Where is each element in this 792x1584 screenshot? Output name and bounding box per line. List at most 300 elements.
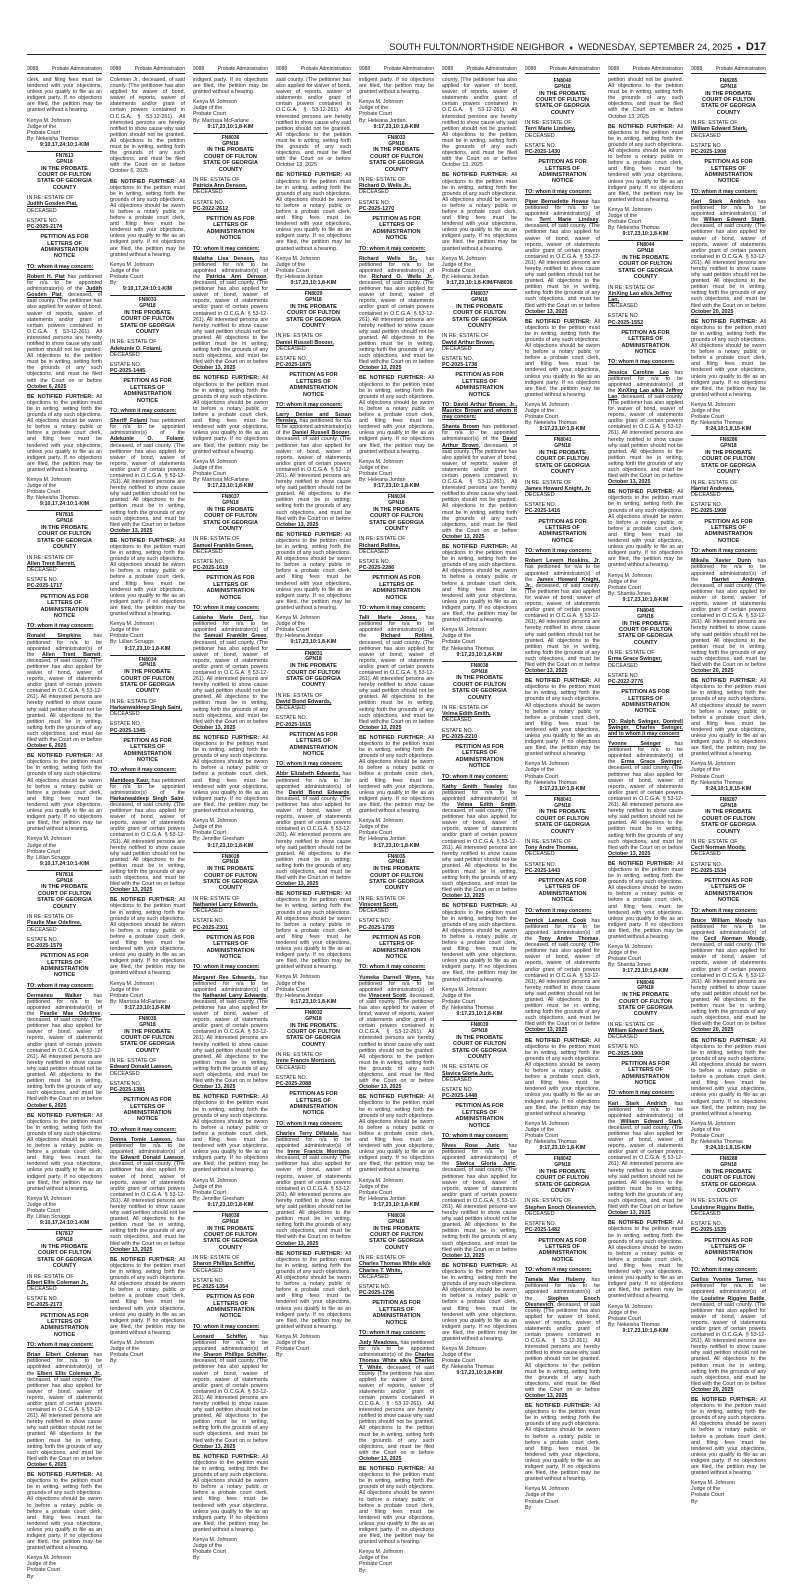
body-text: has petitioned for n/a to be appointed administrator(s) of the xyxy=(608,1100,684,1125)
signature-line: Judge of the xyxy=(27,483,57,490)
notice-gpn: GPN18 xyxy=(637,985,654,992)
signature-line: Probate Court xyxy=(193,1549,226,1556)
petition-body xyxy=(691,558,766,674)
further-notice-paragraph xyxy=(525,1403,600,1482)
diamond-separator-icon: ♦ xyxy=(569,45,573,52)
signature-line: Probate Court xyxy=(359,1561,392,1568)
body-text: , deceased, of said county. (The petitioner has also applied for waiver of bond, waiver of reports, waiver of statements and/or grant of certain powers contained in O.C.G.A. § 53-12-261). All interested persons are hereby notified to show cause why said petition should not be granted. All objections to the petition must be in writing, setting forth the grounds of any such objections, and must be filed with the Court on or before xyxy=(691,936,766,1028)
notice-id: FN8032 xyxy=(304,1009,323,1016)
body-text: , deceased, of said county. (The petitioner has also applied for waiver of bond, waiver of reports, waiver of statements and/or grant of certain powers contained in O.C.G.A. § 53-12-261). All interested persons are hereby notified to show cause why said petition should not be granted. All objections to the petition must be in writing, setting forth the grounds of any such objections, and must be filed with the Court on or before xyxy=(193,633,268,725)
estate-number-label: ESTATE NO. xyxy=(276,355,308,362)
further-notice-paragraph xyxy=(193,375,268,454)
estate-label: IN RE: ESTATE OF xyxy=(276,692,323,699)
court-heading: COURT OF FULTON xyxy=(453,310,506,317)
case-number: PC-2022-2776 xyxy=(608,679,644,685)
body-text: has petitioned for n/a to be appointed administrator(s) of the xyxy=(27,1352,102,1377)
court-heading: COUNTY xyxy=(716,1188,741,1195)
notice-column xyxy=(27,66,103,1580)
estate-number-label: ESTATE NO. xyxy=(691,1221,723,1228)
court-heading: STATE OF GEORGIA xyxy=(452,316,507,323)
petition-body xyxy=(27,1352,102,1468)
further-notice-paragraph xyxy=(359,1466,434,1545)
addressee: TO: whom it may concern: xyxy=(691,188,758,195)
petition-title-line: ADMINISTRATION xyxy=(206,947,255,954)
body-text: , deceased, of said county. (The petitioner has also applied for waiver of bond, waiver of reports, waiver of statements and/or grant of certain powers contained in O.C.G.A. § 53-12-261). All interested persons are hereby notified to show cause why said petition should not be granted. All objections to the petition must be in writing, setting forth the grounds of any such objections, and must be filed with the Court on or before xyxy=(691,576,766,668)
further-notice-lead: BE NOTIFIED FURTHER: xyxy=(27,393,93,400)
decedent-name: Patricia Ann Denson xyxy=(206,273,267,280)
estate-name: Cecil Norman Moody, xyxy=(691,845,746,852)
body-text: has petitioned for n/a to be appointed administrator(s) of the xyxy=(525,564,600,583)
estate-heading xyxy=(691,480,766,499)
court-heading: COURT OF FULTON xyxy=(702,815,755,822)
estate-label: IN RE: ESTATE OF xyxy=(691,1198,738,1205)
court-heading: COURT OF FULTON xyxy=(204,872,257,879)
notice-column xyxy=(110,66,185,1574)
court-heading: IN THE PROBATE xyxy=(622,254,669,261)
notice-gpn: GPN18 xyxy=(554,802,571,809)
judge-signature-block xyxy=(442,256,517,286)
estate-number-label: ESTATE NO. xyxy=(110,1080,142,1087)
judge-signature-block xyxy=(525,1486,600,1510)
estate-number xyxy=(442,356,517,368)
petition-title xyxy=(276,732,351,758)
further-notice-text: All objections to the petition must be in writing, setting forth the grounds of any such objections. All objections should be sworn to before a notary public or before a probate court clerk, and filing fees must be tendered with your objections, unless you qualify to file as an indigent party. If no objections are filed, the petition may be granted without a hearing. xyxy=(608,860,683,941)
further-notice-paragraph xyxy=(110,897,185,976)
petition-title-line: ADMINISTRATION xyxy=(40,965,89,972)
judge-signature-block xyxy=(691,1480,766,1504)
petition-title-line: LETTERS OF xyxy=(379,581,414,588)
further-notice-paragraph xyxy=(442,903,517,982)
signature-line: Judge of the xyxy=(442,992,472,999)
estate-number-label: ESTATE NO. xyxy=(442,727,474,734)
notice-gpn: GPN18 xyxy=(554,1162,571,1169)
petition-title-line: NOTICE xyxy=(551,1256,574,1263)
petition-title-line: PETITION AS FOR xyxy=(40,234,89,241)
further-notice-paragraph xyxy=(691,1038,766,1117)
signature-line: Probate Court xyxy=(27,129,60,136)
signature-line: Judge of the xyxy=(359,1555,389,1562)
clerk-line: By: Nekeisha Thomas xyxy=(608,1321,660,1328)
body-text: , deceased, of said county. (The petitioner has also applied for waiver of bond, waiver of reports, waiver of statements and/or grant of certain powers contained in O.C.G.A. § 53-12-261). All interested persons are hereby notified to show cause why said petition should not be granted. All objections to the petition must be in writing, setting forth the grounds of any such objections, and must be filed with the Court on or before xyxy=(525,582,600,668)
addressee: TO: whom it may concern: xyxy=(525,188,592,195)
petitioner-name: Yumeka Darnell Wynn, xyxy=(359,974,422,981)
judge-signature-block xyxy=(691,402,766,432)
court-heading: IN THE PROBATE xyxy=(207,147,254,154)
signature-line: Judge of the xyxy=(691,408,721,415)
probate-notice xyxy=(691,1154,766,1504)
body-text: , deceased, of said county. (The petitioner has also applied for waiver of bond, waiver of reports, waiver of statements and/or grant of certain powers contained in O.C.G.A. § 53-12-261). All interested persons are hereby notified to show cause why said petition should not be granted. All objections to the petition must be in writing, setting forth the grounds of any such objections, and must be filed with the Court on or before xyxy=(193,1352,268,1444)
judge-signature-block xyxy=(691,1121,766,1151)
petitioner-name: Judy Meadows, xyxy=(359,1340,399,1347)
petition-title-line: NOTICE xyxy=(53,972,76,979)
petition-body xyxy=(525,199,600,315)
body-text: , deceased, of said county. (The petitioner has also applied for waiver of bond, waiver of reports, waiver of statements and/or grant of certain powers contained in O.C.G.A. § 53-12-261). All interested persons are hereby notified to show cause why said petition should not be granted. All objections to the petition must be in writing, setting forth the grounds of any such objections, and must be filed with the Court on or before xyxy=(359,633,434,725)
notice-gpn: GPN18 xyxy=(720,83,737,90)
petition-title-line: NOTICE xyxy=(219,594,242,601)
petition-title-line: NOTICE xyxy=(219,1313,242,1320)
petition-body xyxy=(27,633,102,749)
clerk-line: By: Shantia Jones xyxy=(608,590,651,597)
estate-heading xyxy=(27,914,102,933)
petition-title-line: PETITION AS FOR xyxy=(621,329,670,336)
further-notice-lead: BE NOTIFIED FURTHER: xyxy=(110,178,176,185)
signature-line: Judge of the xyxy=(110,627,140,634)
estate-number xyxy=(691,1221,766,1233)
petition-title-line: LETTERS OF xyxy=(545,884,580,891)
petition-title xyxy=(608,689,683,715)
clerk-line: By: Jennifer Gresham xyxy=(193,1195,245,1202)
petition-title-line: LETTERS OF xyxy=(379,941,414,948)
signature-line: Judge of the xyxy=(193,105,223,112)
clerk-line: By: Nekeisha Thomas xyxy=(525,420,577,427)
probate-notice xyxy=(276,1008,351,1358)
probate-notice xyxy=(691,795,766,1151)
petition-title-line: NOTICE xyxy=(717,537,740,544)
further-notice-paragraph xyxy=(276,891,351,970)
clerk-line: By: xyxy=(276,1352,284,1359)
estate-number-label: ESTATE NO. xyxy=(276,715,308,722)
case-number: PC-2025-1381 xyxy=(110,1087,146,1094)
estate-name: Richard O. Wells Jr., xyxy=(359,183,412,190)
estate-number-label: ESTATE NO. xyxy=(193,918,225,925)
petition-title xyxy=(359,216,434,242)
decedent-name: William Edward Stark xyxy=(703,217,765,224)
signature-line: Probate Court xyxy=(110,1352,143,1359)
estate-number xyxy=(276,715,351,727)
continued-text: said county. (The petitioner has also applied for waiver of bond, waiver of reports, waiver of statements and/or grant of certain powers contained in O.C.G.A. § 53-12-261). All interested persons are hereby notified to show cause why said petition should not be granted. All objections to the petition must be in writing, setting forth the grounds of any such objections, and must be filed with the Court on or before October 13, 2025 xyxy=(276,77,351,169)
objection-deadline: October 13, 2025 xyxy=(110,887,153,894)
court-heading: COUNTY xyxy=(384,525,409,532)
estate-number xyxy=(193,1278,268,1290)
signature-line: Probate Court xyxy=(691,1132,724,1139)
court-heading: COURT OF FULTON xyxy=(204,513,257,520)
court-heading: IN THE PROBATE xyxy=(373,147,420,154)
clerk-line: By: Nekeisha Thomas xyxy=(442,1364,494,1371)
further-notice-lead: BE NOTIFIED FURTHER: xyxy=(608,123,674,130)
petition-title-line: NOTICE xyxy=(385,1319,408,1326)
addressee: TO: whom it may concern: xyxy=(525,907,592,914)
petition-title-line: PETITION AS FOR xyxy=(538,159,587,166)
petition-title-line: PETITION AS FOR xyxy=(621,1060,670,1067)
notice-id: FN8038 xyxy=(470,662,489,669)
addressee: TO: whom it may concern: xyxy=(525,1267,592,1274)
notice-id: FN7817 xyxy=(55,1231,74,1238)
addressee: TO: whom it may concern: xyxy=(525,548,592,555)
petition-title-line: LETTERS OF xyxy=(711,525,746,532)
estate-name: Richard Rollins, xyxy=(359,542,401,549)
petition-title-line: LETTERS OF xyxy=(213,581,248,588)
petition-title-line: ADMINISTRATION xyxy=(455,1116,504,1123)
petition-title-line: ADMINISTRATION xyxy=(40,247,89,254)
estate-number-label: ESTATE NO. xyxy=(608,1044,640,1051)
petition-title-line: NOTICE xyxy=(219,235,242,242)
judge-signature-block xyxy=(525,1121,600,1151)
petition-title xyxy=(27,953,102,979)
probate-notice xyxy=(193,492,268,848)
petition-body xyxy=(276,412,351,528)
body-text: , deceased, of said county. (The petitioner has also applied for waiver of bond, waiver of reports, waiver of statements and/or grant of certain powers contained in O.C.G.A. § 53-12-261). All interested persons are hereby notified to show cause why said petition should not be granted. All objections to the petition must be in writing, setting forth the grounds of any such objections, and must be filed with the Court on or before xyxy=(359,992,434,1085)
addressee: TO: whom it may concern: xyxy=(27,263,94,270)
notice-id: FN8045 xyxy=(636,607,655,614)
court-heading: STATE OF GEORGIA xyxy=(535,1181,590,1188)
signature-line: Kenya M. Johnson xyxy=(27,476,71,483)
notice-id: FN8035 xyxy=(138,1016,157,1023)
petition-title-line: ADMINISTRATION xyxy=(621,702,670,709)
signature-line: Kenya M. Johnson xyxy=(525,1486,569,1493)
estate-number-label: ESTATE NO. xyxy=(359,1284,391,1291)
section-title: Probate Administration xyxy=(134,66,185,72)
petition-title-line: NOTICE xyxy=(302,750,325,757)
signature-line: Probate Court xyxy=(359,470,392,477)
further-notice-paragraph xyxy=(691,1397,766,1476)
petition-title-line: LETTERS OF xyxy=(462,750,497,757)
body-text: has petitioned for n/a to be appointed administrator(s) of the xyxy=(110,1136,185,1162)
court-heading: COUNTY xyxy=(52,1263,77,1270)
petition-body xyxy=(193,1334,268,1450)
case-number: PC-2025-1345 xyxy=(110,727,146,734)
further-notice-text: All objections to the petition must be in writing, setting forth the grounds of any such objections. All objections should be sworn to before a notary public or before a probate court clerk, and filing fees must be tendered with your objections, unless you qualify to file as an indigent party. If no objections are filed, the petition may be granted without a hearing. xyxy=(27,1472,102,1552)
petition-title-line: ADMINISTRATION xyxy=(372,1313,421,1320)
petition-body xyxy=(27,274,102,390)
deceased-label: DECEASED xyxy=(27,207,57,214)
case-number: PC-2025-2173 xyxy=(27,1302,63,1309)
petition-title xyxy=(691,519,766,545)
further-notice-text: All objections to the petition must be in writing, setting forth the grounds of any such objections. All objections should be sworn to before a notary public or before a probate court clerk, and filing fees must be tendered with your objections, unless you qualify to file as an indigent party. If no objections are filed, the petition may be granted without a hearing. xyxy=(193,1453,268,1533)
further-notice-lead: BE NOTIFIED FURTHER: xyxy=(193,375,259,382)
further-notice-text: All objections to the petition must be in writing, setting forth the grounds of any such objections. All objections should be sworn to before a notary public or before a probate court clerk, and filing fees must be tendered with your objections, unless you qualify to file as an indigent party. If no objections are filed, the petition may be granted without a hearing. xyxy=(442,903,517,983)
petitioner-name: Robert Levern Hoskins, Jr. xyxy=(525,558,600,565)
body-text: has petitioned for n/a to be appointed administrator(s) of the xyxy=(359,255,434,280)
petition-title-line: ADMINISTRATION xyxy=(704,1250,753,1257)
addressee: TO: whom it may concern: xyxy=(110,408,177,415)
body-text: has petitioned for n/a to be appointed administrator(s) of the xyxy=(691,558,767,583)
estate-number xyxy=(525,862,600,874)
publication-code: 9:17,23,10:1,8-KIM xyxy=(373,483,420,490)
objection-deadline: October 13, 2025 xyxy=(442,533,485,540)
petition-title-line: PETITION AS FOR xyxy=(704,1237,753,1244)
estate-heading xyxy=(193,896,268,915)
court-heading: COURT OF FULTON xyxy=(38,531,91,538)
signature-line: Probate Court xyxy=(525,1132,558,1139)
petition-title-line: PETITION AS FOR xyxy=(289,731,338,738)
clerk-line: By: Shantia Jones xyxy=(608,962,651,969)
judge-signature-block xyxy=(193,1537,268,1561)
clerk-line: By: xyxy=(359,1567,367,1574)
further-notice-paragraph xyxy=(608,1220,683,1299)
section-title: Probate Administration xyxy=(632,66,683,72)
judge-signature-block xyxy=(359,1549,434,1573)
petitioner-name: Abbr Elizabeth Edwards, xyxy=(276,771,341,778)
objection-deadline: October 20, 2025 xyxy=(691,1386,734,1393)
petition-title-line: NOTICE xyxy=(717,897,740,904)
petitioner-name: Piper Bernadette Howse xyxy=(525,198,589,205)
petition-title-line: ADMINISTRATION xyxy=(289,385,338,392)
signature-line: Probate Court xyxy=(27,489,60,496)
section-title: Probate Administration xyxy=(715,66,766,72)
decedent-name: Velma Edith Smith xyxy=(457,801,516,808)
signature-line: Judge of the xyxy=(691,1486,721,1493)
addressee: TO: whom it may concern: xyxy=(608,359,675,366)
estate-number xyxy=(193,559,268,571)
court-heading: STATE OF GEORGIA xyxy=(37,1256,92,1263)
petition-title xyxy=(442,372,517,398)
further-notice-paragraph xyxy=(691,678,766,757)
body-text: , deceased, of said county. (The petitioner has also applied for waiver of bond, waiver of reports, waiver of statements and/or grant of certain powers contained in O.C.G.A. § 53-12-261). All interested persons are hereby notified to show cause why said petition should not be granted. All objections to the petition must be in writing, setting forth the grounds of any such objections, and must be filed with the Court on or before xyxy=(276,1149,351,1241)
objection-deadline: October 13, 2025 xyxy=(276,521,319,528)
petition-title-line: ADMINISTRATION xyxy=(538,1250,587,1257)
petition-body xyxy=(442,784,517,900)
court-heading: IN THE PROBATE xyxy=(124,669,171,676)
petition-title-line: ADMINISTRATION xyxy=(621,1073,670,1080)
publication-code: 9:24,10:1,8,15-KIM xyxy=(705,1145,752,1152)
further-notice-paragraph xyxy=(608,489,683,568)
court-heading: STATE OF GEORGIA xyxy=(535,822,590,829)
signature-line: Probate Court xyxy=(359,111,392,118)
court-heading: STATE OF GEORGIA xyxy=(452,1047,507,1054)
petition-title-line: LETTERS OF xyxy=(296,738,331,745)
clerk-line: By: Lillian Scruggs xyxy=(27,854,71,861)
estate-name: Charles Thomas White a/k/a Charles T. White, xyxy=(359,1261,431,1274)
body-text: , deceased, of said county. (The petitioner has also applied for waiver of bond, waiver of reports, waiver of statements and/or grant of certain powers contained in O.C.G.A. § 53-12-261). All interested persons are hereby notified to show cause why said petition should not be granted. All objections to the petition must be in writing, setting forth the grounds of any such objections, and must be filed with the Court on or before xyxy=(110,1155,185,1247)
body-text: has petitioned for n/a to be appointed administrator(s) of the xyxy=(525,917,601,943)
deceased-label: DECEASED xyxy=(276,705,306,712)
further-notice-text: All objections to the petition must be in writing, setting forth the grounds of any such objections. All objections should be sworn to before a notary public or before a probate court clerk, and filing fees must be tendered with your objections, unless you qualify to file as an indigent party. If no objections are filed, the petition may be granted without a hearing. xyxy=(359,1094,434,1174)
further-notice-paragraph xyxy=(525,319,600,398)
deceased-label: DECEASED xyxy=(110,351,140,358)
body-text: , deceased, of said county. (The petitioner has also applied for waiver of bond, waiver of reports, waiver of statements and/or grant of certain powers contained in O.C.G.A. § 53-12-261). All interested persons are hereby notified to show cause why said petition should not be granted. All objections to the petition must be in writing, setting forth the grounds of any such objections, and must be filed with the Court on or before xyxy=(276,789,351,882)
estate-label: IN RE: ESTATE OF xyxy=(193,895,240,902)
probate-notice xyxy=(608,978,683,1334)
clerk-line: By: Nekeisha Thomas xyxy=(27,135,79,142)
signature-line: Kenya M. Johnson xyxy=(359,458,403,465)
court-heading: COURT OF FULTON xyxy=(287,1028,340,1035)
notice-id: FN8286 xyxy=(719,437,738,444)
continued-text: indigent party. If no objections are filed, the petition may be granted without a hearing. xyxy=(193,77,268,96)
petition-body xyxy=(691,918,766,1034)
notice-id: FN8033 xyxy=(138,297,157,304)
publication-code: 9:17,23,10:1,8-KIM xyxy=(622,1327,669,1334)
estate-heading xyxy=(442,333,517,352)
body-text: has petitioned for n/a to be appointed administrator(s) of the xyxy=(442,783,518,808)
court-heading: COURT OF FULTON xyxy=(536,97,589,103)
estate-number-label: ESTATE NO. xyxy=(276,1074,308,1081)
notice-id: FN8039 xyxy=(470,1022,489,1029)
judge-signature-block xyxy=(525,402,600,432)
petitioner-name: Margaret Ree Edwards, xyxy=(193,974,256,981)
estate-heading xyxy=(608,285,683,310)
petition-title-line: ADMINISTRATION xyxy=(538,531,587,538)
court-heading: IN THE PROBATE xyxy=(41,525,88,532)
court-heading: COURT OF FULTON xyxy=(38,1250,91,1257)
probate-notice xyxy=(691,435,766,791)
addressee: TO: whom it may concern: xyxy=(359,964,426,971)
petition-title xyxy=(691,1238,766,1264)
signature-line: Kenya M. Johnson xyxy=(27,1555,71,1562)
petitioner-name: Latasha Marie Dent, xyxy=(193,615,253,622)
petition-title-line: LETTERS OF xyxy=(130,384,165,391)
probate-notice xyxy=(442,289,517,658)
petition-title-line: ADMINISTRATION xyxy=(206,228,255,235)
estate-number-label: ESTATE NO. xyxy=(608,313,640,320)
deceased-label: DECEASED xyxy=(110,1070,140,1077)
publication-code: 9:17,23,10:1,8-KIM xyxy=(539,426,586,433)
petition-title-line: PETITION AS FOR xyxy=(704,878,753,885)
petitioner-name: Jessica Caroline Lao xyxy=(608,369,669,376)
petition-title-line: NOTICE xyxy=(53,612,76,619)
case-number: PC-2025-1354 xyxy=(193,1284,229,1291)
estate-name: Tony Andre Thomas, xyxy=(525,845,579,852)
estate-number xyxy=(608,1044,683,1056)
addressee: TO: whom it may concern: xyxy=(27,623,94,630)
further-notice-lead: BE NOTIFIED FURTHER: xyxy=(27,1112,93,1119)
further-notice-paragraph xyxy=(27,394,102,473)
estate-heading xyxy=(27,555,102,574)
estate-number xyxy=(691,502,766,514)
petition-title-line: PETITION AS FOR xyxy=(123,737,172,744)
estate-number xyxy=(359,918,434,930)
court-heading: COUNTY xyxy=(633,274,658,281)
further-notice-text: All objections to the petition must be in writing, setting forth the grounds of any such objections. All objections should be sworn to before a notary public or before a probate court clerk, and filing fees must be tendered with your objections, unless you qualify to file as an indigent party. If no objections are filed, the petition may be granted without a hearing. xyxy=(110,537,185,618)
publication-code: 9:17,23,10:1,8-KIM xyxy=(207,1201,254,1208)
body-text: has petitioned for n/a to be appointed administrator(s) of the xyxy=(525,1277,600,1302)
further-notice-paragraph xyxy=(608,861,683,940)
signature-line: Judge of the xyxy=(691,1126,721,1133)
court-heading: STATE OF GEORGIA xyxy=(37,178,92,185)
petitioner-name: Robert H. Piat xyxy=(27,273,65,280)
petition-title-line: NOTICE xyxy=(302,1110,325,1117)
probate-notice xyxy=(608,240,683,603)
petition-title-line: PETITION AS FOR xyxy=(372,575,421,582)
signature-line: Judge of the xyxy=(27,123,57,130)
notice-id: FN8036 xyxy=(387,1213,406,1220)
court-heading: COURT OF FULTON xyxy=(453,1041,506,1048)
petitioner-name: Carliss Yvonne Turner, xyxy=(691,1277,754,1284)
court-heading: COURT OF FULTON xyxy=(619,261,672,268)
estate-number-label: ESTATE NO. xyxy=(193,1277,225,1284)
signature-line: Kenya M. Johnson xyxy=(276,255,320,262)
notice-gpn: GPN18 xyxy=(637,248,654,255)
section-header xyxy=(276,66,351,74)
petition-title-line: PETITION AS FOR xyxy=(455,372,504,379)
estate-number-label: ESTATE NO. xyxy=(525,502,557,509)
signature-line: Probate Court xyxy=(608,584,641,591)
petition-title xyxy=(110,738,185,764)
probate-notice xyxy=(691,77,766,432)
body-text: has petitioned for n/a to be appointed administrator(s) of the xyxy=(691,198,767,224)
petition-title-line: NOTICE xyxy=(634,1080,657,1087)
clerk-line: By: Lillian Scruggs xyxy=(110,639,154,646)
notice-gpn: GPN18 xyxy=(222,499,239,506)
body-text: , deceased, of said county. (The petitioner has also applied for waiver of bond, waiver of reports, waiver of statements and/or grant of certain powers contained in O.C.G.A. § 53-12-261). All interested persons are hereby notified to show cause why said petition should not be granted. All objections to the petition must be in writing, setting forth the grounds of any such objections, and must be filed with the Court on or before xyxy=(691,217,766,309)
probate-notice xyxy=(110,655,185,1011)
further-notice-text: All objections to the petition must be in writing, setting forth the grounds of any such objections. All objections should be sworn to before a notary public or before a probate court clerk, and filing fees must be tendered with your objections, unless you qualify to file as an indigent party. If no objections are filed, the petition may be granted without a hearing. xyxy=(276,531,351,611)
court-heading: STATE OF GEORGIA xyxy=(535,462,590,469)
judge-signature-block xyxy=(276,256,351,286)
signature-line: Judge of the xyxy=(359,824,389,831)
petition-title-line: ADMINISTRATION xyxy=(40,1325,89,1332)
court-heading: COURT OF FULTON xyxy=(287,310,340,317)
court-heading: STATE OF GEORGIA xyxy=(37,537,92,544)
further-notice-lead: BE NOTIFIED FURTHER: xyxy=(27,1472,93,1479)
estate-number-label: ESTATE NO. xyxy=(193,559,225,565)
objection-deadline: October 13, 2025 xyxy=(110,1246,153,1253)
judge-signature-block xyxy=(608,944,683,974)
petition-title-line: NOTICE xyxy=(136,757,159,764)
case-number: PC-2025-1448 xyxy=(442,1093,478,1100)
estate-number xyxy=(691,862,766,874)
estate-heading xyxy=(525,1198,600,1217)
probate-notice xyxy=(359,852,434,1208)
